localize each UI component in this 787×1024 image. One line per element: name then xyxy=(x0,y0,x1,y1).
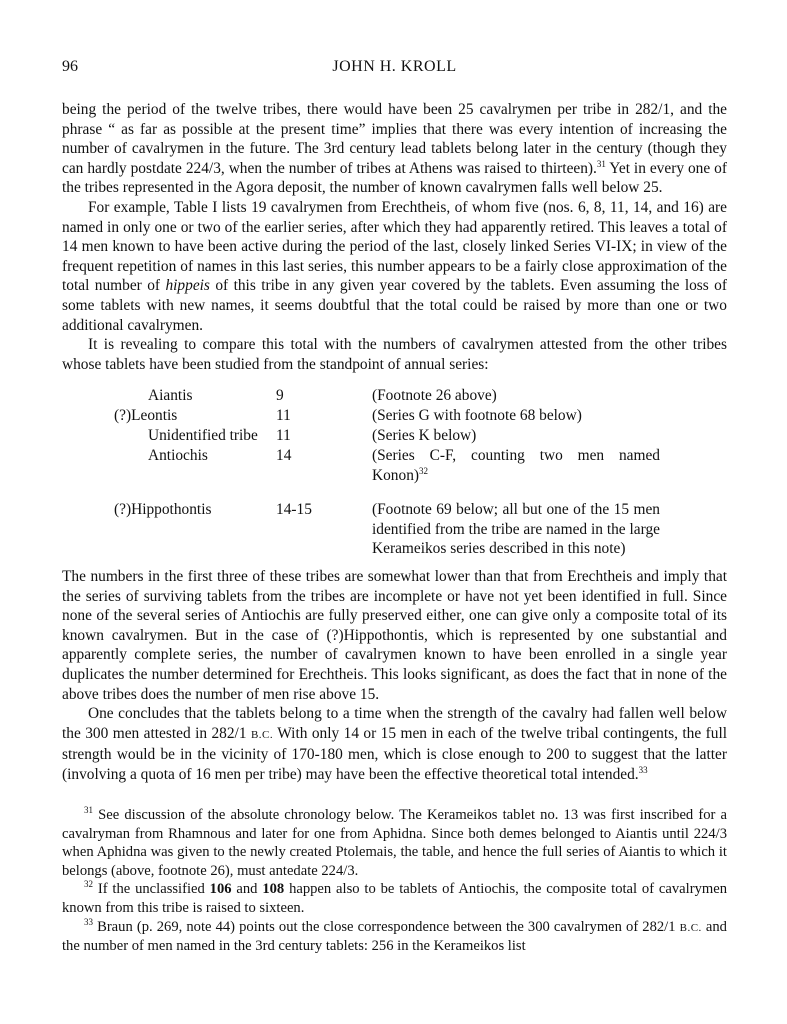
tribe-count: 11 xyxy=(276,427,291,444)
tribe-name: Aiantis xyxy=(148,387,193,404)
tribe-note: (Series K below) xyxy=(372,427,477,444)
tribe-name: (?)Hippothontis xyxy=(114,501,212,518)
tribe-name: Unidentified tribe xyxy=(148,427,258,444)
footnote-mark: 32 xyxy=(84,879,93,890)
footnotes xyxy=(62,806,727,956)
tribe-name: (?)Leontis xyxy=(114,407,178,424)
page-header xyxy=(62,58,727,80)
table-row xyxy=(62,426,727,446)
footnote-ref-33[interactable]: 33 xyxy=(638,764,648,775)
tribe-name: Antiochis xyxy=(148,447,208,464)
tribe-table xyxy=(62,386,727,580)
running-head: JOHN H. KROLL xyxy=(332,58,457,75)
tribe-count: 14 xyxy=(276,447,292,464)
footnote-mark: 31 xyxy=(84,805,93,816)
paragraph-1: being the period of the twelve tribes, there would have been 25 cavalrymen per tribe in 282/1, and the phrase “ as far as possible at the present time” implies that there was every intention of increasing the number of cavalrymen in the future. The 3rd century lead tablets belong later in the century (though they can hardly postdate 224/3, when the number of tribes at Athens was raised to thirteen).$^{31}$ Yet in every one of the tribes represented in the Agora deposit, the number of known cavalrymen falls well below 25. xyxy=(62,101,727,197)
paragraph-2: For example, Table I lists 19 cavalrymen from Erechtheis, of whom five (nos. 6, 8, 11, 14, and 16) are named in only one or two of the earlier series, after which they had apparently retired. This leaves a total of 14 men known to have been active during the period of the last, closely linked Series VI-IX; in view of the frequent repetition of names in this last series, this number appears to be a fairly close approximation of the total number of hippeis of this tribe in any given year covered by the tablets. Even assuming the loss of some tablets with new names, it seems doubtful that the total could be raised by more than one or two additional cavalrymen. xyxy=(62,198,728,334)
tribe-count: 14-15 xyxy=(276,501,312,518)
tribe-note: (Footnote 26 above) xyxy=(372,387,497,404)
footnote-32: $^{32}$ If the unclassified 106 and 108 happen also to be tablets of Antiochis, the composite total of cavalrymen known from this tribe is raised to sixteen. xyxy=(62,879,727,916)
tribe-count: 11 xyxy=(276,407,291,424)
footnote-mark: 33 xyxy=(84,916,93,927)
body-lower xyxy=(62,567,727,785)
footnote-31: $^{31}$ See discussion of the absolute chronology below. The Kerameikos tablet no. 13 was first inscribed for a cavalryman from Rhamnous and later for one from Aphidna. Since both demes belonged to Aiantis until 224/3 when Aphidna was given to the newly created Ptolemais, the table, and hence the full series of Aiantis to which it belongs (above, footnote 26), must antedate 224/3. xyxy=(62,805,727,879)
paragraph-5: One concludes that the tablets belong to a time when the strength of the cavalry had fallen well below the 300 men attested in 282/1 B.C. With only 14 or 15 men in each of the twelve tribal contingents, the full strength would be in the vicinity of 170-180 men, which is close enough to 200 to suggest that the latter (involving a quota of 16 men per tribe) may have been the effective theoretical total intended.$^{33}$ xyxy=(62,705,727,783)
footnote-33: $^{33}$ Braun (p. 269, note 44) points out the close correspondence between the 300 cavalrymen of 282/1 B.C. and the number of men named in the 3rd century tablets: 256 in the Kerameikos list xyxy=(62,916,727,955)
footnote-ref-32[interactable]: 32 xyxy=(419,465,429,476)
table-row xyxy=(62,446,727,500)
table-row xyxy=(62,406,727,426)
tribe-note: (Series C-F, counting two men named Konon)$^{32}$ xyxy=(372,447,660,484)
tribe-note: (Series G with footnote 68 below) xyxy=(372,407,582,424)
footnote-ref-31[interactable]: 31 xyxy=(596,158,606,169)
page-number: 96 xyxy=(62,58,78,75)
body-upper xyxy=(62,100,727,374)
tribe-note: (Footnote 69 below; all but one of the 15 men identified from the tribe are named in the large Kerameikos series described in this note) xyxy=(372,501,660,558)
tribe-count: 9 xyxy=(276,387,284,404)
paragraph-3: It is revealing to compare this total with the numbers of cavalrymen attested from the other tribes whose tablets have been studied from the standpoint of annual series: xyxy=(62,336,727,373)
table-row xyxy=(62,386,727,406)
paragraph-4: The numbers in the first three of these tribes are somewhat lower than that from Erechtheis and imply that the series of surviving tablets from the tribes are incomplete or have not yet been identified in full. Since none of the several series of Antiochis are fully preserved either, one can give only a composite total of its known cavalrymen. But in the case of (?)Hippothontis, which is represented by one substantial and apparently complete series, the number of cavalrymen known to have been enrolled in a single year duplicates the number determined for Erechtheis. This looks significant, as does the fact that in none of the above tribes does the number of men rise above 15. xyxy=(62,568,727,703)
